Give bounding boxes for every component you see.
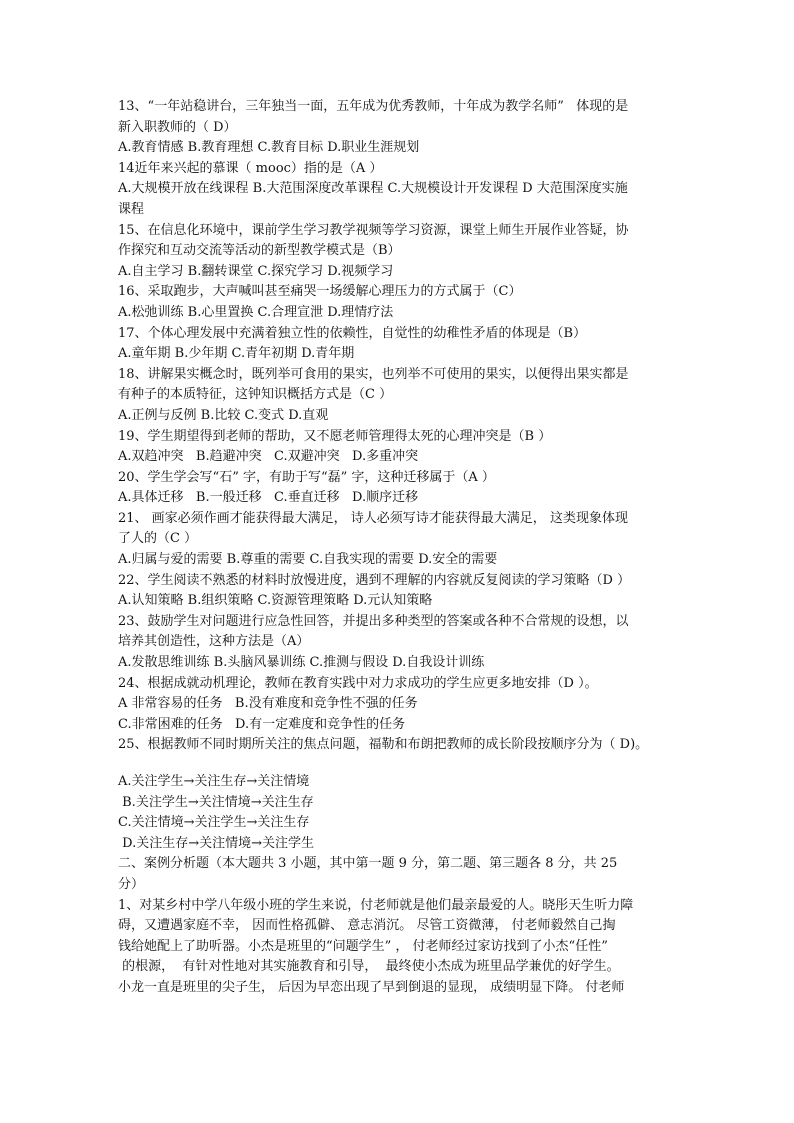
text-line: 19、学生期望得到老师的帮助，又不愿老师管理得太死的心理冲突是（B ） bbox=[118, 428, 552, 444]
text-line: 13、“一年站稳讲台，三年独当一面，五年成为优秀教师，十年成为教学名师” 体现的是 bbox=[118, 99, 629, 114]
text-line: 17、个体心理发展中充满着独立性的依赖性，自觉性的幼稚性矛盾的体现是（B） bbox=[118, 325, 587, 341]
text-line: A.童年期 B.少年期 C.青年初期 D.青年期 bbox=[118, 346, 355, 362]
text-line: A.正例与反例 B.比较 C.变式 D.直观 bbox=[118, 407, 329, 423]
text-line: A.认知策略 B.组织策略 C.资源管理策略 D.元认知策略 bbox=[118, 593, 433, 609]
text-line: B.关注学生→关注情境→关注生存 bbox=[118, 794, 314, 810]
document-page bbox=[118, 97, 688, 999]
text-line: 24、根据成就动机理论，教师在教育实践中对力求成功的学生应更多地安排（D ）。 bbox=[118, 675, 598, 691]
text-line: 的根源， 有针对性地对其实施教育和引导， 最终使小杰成为班里品学兼优的好学生。 bbox=[118, 959, 620, 975]
text-line: 15、在信息化环境中，课前学生学习教学视频等学习资源，课堂上师生开展作业答疑，协 bbox=[118, 222, 629, 238]
text-line: 培养其创造性，这种方法是（A） bbox=[118, 634, 310, 650]
text-line: C.关注情境→关注学生→关注生存 bbox=[118, 815, 310, 831]
text-line: A.归属与爱的需要 B.尊重的需要 C.自我实现的需要 D.安全的需要 bbox=[118, 552, 498, 568]
text-line: 有种子的本质特征，这钟知识概括方式是（C ） bbox=[118, 387, 393, 403]
text-line: 23、鼓励学生对问题进行应急性回答，并提出多种类型的答案或各种不合常规的设想，以 bbox=[118, 613, 629, 629]
text-line: 课程 bbox=[118, 201, 145, 217]
text-line: 25、根据教师不同时期所关注的焦点问题，福勒和布朗把教师的成长阶段按顺序分为（ D)。 bbox=[118, 737, 649, 753]
text-line: C.非常困难的任务 D.有一定难度和竞争性的任务 bbox=[118, 716, 406, 732]
text-line: A.大规模开放在线课程 B.大范围深度改革课程 C.大规模设计开发课程 D 大范围深度实施 bbox=[118, 181, 628, 197]
text-line: 二、案例分析题（本大题共 3 小题，其中第一题 9 分，第二题、第三题各 8 分，共 25 bbox=[118, 856, 618, 872]
text-line: 18、讲解果实概念时，既列举可食用的果实，也列举不可使用的果实，以便得出果实都是 bbox=[118, 366, 629, 382]
text-line: A.双趋冲突 B.趋避冲突 C.双避冲突 D.多重冲突 bbox=[118, 449, 419, 465]
text-line: 22、学生阅读不熟悉的材料时放慢进度，遇到不理解的内容就反复阅读的学习策略（D ） bbox=[118, 572, 631, 588]
text-line: 钱给她配上了助听器。小杰是班里的“问题学生” ， 付老师经过家访找到了小杰“任性” bbox=[118, 938, 608, 954]
blank-line bbox=[118, 756, 688, 772]
text-line: A.自主学习 B.翻转课堂 C.探究学习 D.视频学习 bbox=[118, 263, 394, 279]
text-line: 新入职教师的（ D） bbox=[118, 119, 237, 135]
text-line: 14近年来兴起的慕课（ mooc）指的是（A ） bbox=[118, 160, 383, 176]
text-line: A.松弛训练 B.心里置换 C.合理宣泄 D.理情疗法 bbox=[118, 304, 394, 320]
text-line: 20、学生学会写“石” 字，有助于写“磊” 字，这种迁移属于（A ） bbox=[118, 469, 495, 485]
text-line: 1、对某乡村中学八年级小班的学生来说，付老师就是他们最亲最爱的人。晓彤天生听力障 bbox=[118, 897, 634, 913]
text-line: A.具体迁移 B.一般迁移 C.垂直迁移 D.顺序迁移 bbox=[118, 490, 419, 506]
text-line: 分） bbox=[118, 876, 145, 892]
text-line: A 非常容易的任务 B.没有难度和竞争性不强的任务 bbox=[118, 696, 418, 712]
text-line: 21、 画家必须作画才能获得最大满足， 诗人必须写诗才能获得最大满足， 这类现象体现 bbox=[118, 510, 628, 526]
text-line: 小龙一直是班里的尖子生， 后因为早恋出现了早到倒退的显现， 成绩明显下降。 付老师 bbox=[118, 979, 625, 995]
text-line: A.发散思维训练 B.头脑风暴训练 C.推测与假设 D.自我设计训练 bbox=[118, 655, 485, 671]
text-line: D.关注生存→关注情境→关注学生 bbox=[118, 835, 315, 851]
text-line: 16、采取跑步，大声喊叫甚至痛哭一场缓解心理压力的方式属于（C） bbox=[118, 284, 522, 300]
text-line: A.关注学生→关注生存→关注情境 bbox=[118, 774, 310, 789]
text-line: 了人的（C ） bbox=[118, 531, 198, 547]
text-line: A.教育情感 B.教育理想 C.教育目标 D.职业生涯规划 bbox=[118, 140, 420, 156]
text-line: 碍，又遭遇家庭不幸， 因而性格孤僻、 意志消沉。 尽管工资微薄， 付老师毅然自己掏 bbox=[118, 918, 616, 934]
text-line: 作探究和互动交流等活动的新型教学模式是（B） bbox=[118, 243, 401, 259]
